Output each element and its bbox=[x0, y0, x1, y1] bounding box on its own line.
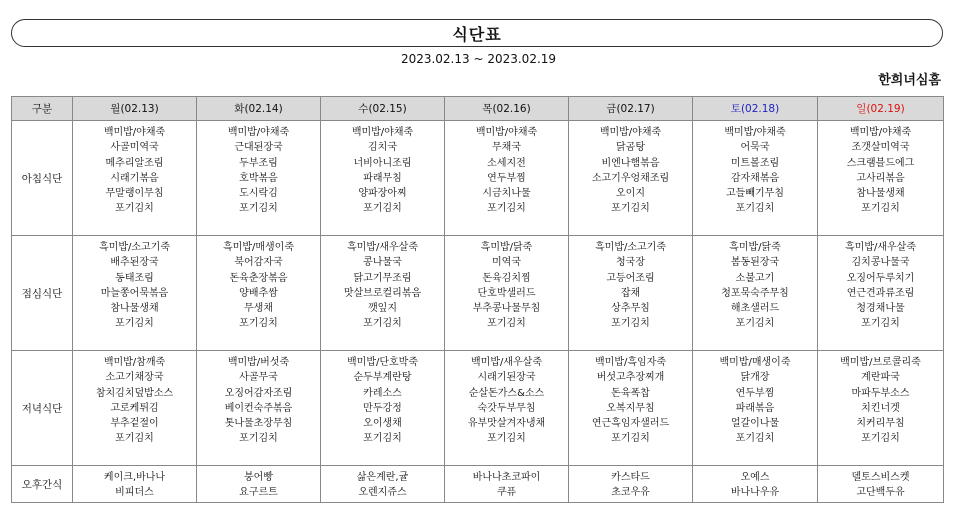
menu-item: 닭곰탕 bbox=[616, 142, 645, 154]
menu-item: 포기김치 bbox=[239, 203, 278, 215]
menu-cell-tue bbox=[197, 236, 321, 351]
menu-item: 맛살브로컬리볶음 bbox=[343, 287, 422, 299]
menu-item: 마파두부소스 bbox=[851, 387, 910, 399]
menu-item-list bbox=[445, 466, 568, 501]
organization-name: 한희녀심홈 bbox=[878, 73, 941, 88]
menu-item: 포기김치 bbox=[487, 433, 526, 445]
menu-item-list bbox=[693, 236, 817, 332]
menu-item: 얼갈이나물 bbox=[730, 418, 780, 430]
menu-item: 고단백두유 bbox=[856, 487, 905, 499]
menu-item: 소고기우엉채조림 bbox=[591, 172, 670, 184]
menu-item: 포기김치 bbox=[115, 203, 154, 215]
menu-item: 백미밥/야채죽 bbox=[475, 127, 538, 138]
menu-item: 무채국 bbox=[492, 142, 521, 154]
menu-item-list bbox=[569, 466, 692, 501]
menu-item: 김치콩나물국 bbox=[851, 257, 910, 269]
menu-item: 참치김치덮밥소스 bbox=[95, 387, 174, 399]
menu-item-list bbox=[693, 121, 817, 217]
menu-cell-tue bbox=[197, 466, 321, 503]
day-header-sun: 일(02.19) bbox=[818, 97, 944, 121]
menu-item: 포기김치 bbox=[735, 433, 775, 445]
menu-item: 미트볼조림 bbox=[730, 157, 780, 169]
menu-item-list bbox=[445, 236, 568, 332]
menu-item: 봄동된장국 bbox=[730, 257, 780, 269]
menu-item: 델토스비스켓 bbox=[851, 472, 910, 483]
menu-item: 참나물생채 bbox=[110, 303, 159, 315]
menu-item: 톳나물초장무침 bbox=[224, 418, 293, 430]
menu-cell-sun bbox=[818, 466, 944, 503]
menu-item: 백미밥/야채죽 bbox=[724, 127, 786, 138]
menu-item: 포기김치 bbox=[611, 433, 650, 445]
menu-item: 사골무국 bbox=[239, 372, 278, 384]
menu-cell-fri bbox=[569, 351, 693, 466]
menu-item: 연두부찜 bbox=[487, 172, 526, 184]
menu-item-list bbox=[73, 466, 196, 501]
menu-item: 포기김치 bbox=[735, 318, 775, 330]
menu-item: 쿠퓨 bbox=[496, 487, 517, 499]
meal-row-label: 아침식단 bbox=[12, 121, 73, 236]
menu-item: 오징어두루치기 bbox=[846, 272, 915, 284]
menu-item: 사골미역국 bbox=[110, 142, 159, 154]
day-header-sat: 토(02.18) bbox=[693, 97, 818, 121]
menu-cell-tue bbox=[197, 351, 321, 466]
menu-item: 백미밥/매생이죽 bbox=[719, 357, 791, 368]
menu-item: 요구르트 bbox=[239, 487, 278, 499]
menu-cell-mon bbox=[73, 236, 197, 351]
menu-item: 케이크,바나나 bbox=[103, 472, 166, 483]
menu-item: 콩나물국 bbox=[363, 257, 402, 269]
menu-item: 포기김치 bbox=[861, 318, 900, 330]
menu-item: 무생채 bbox=[244, 303, 273, 315]
menu-item: 닭고기무조림 bbox=[353, 272, 412, 284]
menu-item: 포기김치 bbox=[611, 318, 650, 330]
menu-item: 돈육춘장볶음 bbox=[229, 272, 288, 284]
menu-item: 메추리알조림 bbox=[105, 157, 164, 169]
menu-cell-wed bbox=[321, 236, 445, 351]
menu-item: 오징어감자조림 bbox=[224, 387, 293, 399]
menu-item: 포기김치 bbox=[239, 318, 278, 330]
menu-item: 부추겉절이 bbox=[110, 418, 159, 430]
menu-cell-thu bbox=[445, 236, 569, 351]
day-header-fri: 금(02.17) bbox=[569, 97, 693, 121]
menu-item: 흑미밥/닭죽 bbox=[729, 242, 781, 253]
day-header-thu: 목(02.16) bbox=[445, 97, 569, 121]
menu-item: 고등어조림 bbox=[606, 272, 655, 284]
menu-item: 계란파국 bbox=[861, 372, 900, 384]
menu-item-list bbox=[197, 236, 320, 332]
menu-item: 백미밥/참깨죽 bbox=[103, 357, 166, 368]
menu-item-list bbox=[321, 121, 444, 217]
menu-item: 청포묵숙주무침 bbox=[721, 287, 789, 299]
menu-item: 연근흑임자샐러드 bbox=[591, 418, 670, 430]
menu-item: 카스타드 bbox=[611, 472, 650, 483]
menu-item: 포기김치 bbox=[363, 433, 402, 445]
menu-item: 포기김치 bbox=[735, 203, 775, 215]
menu-item: 순살돈가스&소스 bbox=[468, 387, 545, 399]
menu-item: 동태조림 bbox=[115, 272, 154, 284]
menu-item: 잡채 bbox=[620, 287, 641, 299]
day-header-mon: 월(02.13) bbox=[73, 97, 197, 121]
menu-item: 김치국 bbox=[368, 142, 397, 154]
menu-item: 파래볶음 bbox=[735, 402, 775, 414]
menu-item: 만두강정 bbox=[363, 402, 402, 414]
menu-item: 숙갓두부무침 bbox=[477, 402, 536, 414]
menu-item-list bbox=[818, 351, 943, 447]
menu-item: 백미밥/버섯죽 bbox=[227, 357, 290, 368]
menu-item: 오이생채 bbox=[363, 418, 402, 430]
menu-item: 비엔나햄볶음 bbox=[601, 157, 660, 169]
menu-item: 청경채나물 bbox=[856, 303, 905, 315]
menu-item: 닭개장 bbox=[740, 372, 770, 384]
menu-item: 양배추쌈 bbox=[239, 287, 278, 299]
menu-item-list bbox=[321, 351, 444, 447]
menu-item: 포기김치 bbox=[239, 433, 278, 445]
menu-item: 호박볶음 bbox=[239, 172, 278, 184]
menu-item: 고들빼기무침 bbox=[726, 188, 784, 200]
menu-item: 고사리볶음 bbox=[856, 172, 905, 184]
date-range: 2023.02.13 ~ 2023.02.19 bbox=[400, 52, 557, 66]
menu-item: 양파장아찌 bbox=[358, 188, 407, 200]
meal-row-label: 점심식단 bbox=[12, 236, 73, 351]
menu-item: 너비아니조림 bbox=[353, 157, 412, 169]
menu-item: 소세지전 bbox=[487, 157, 526, 169]
menu-cell-thu bbox=[445, 351, 569, 466]
menu-item: 소고기채장국 bbox=[105, 372, 164, 384]
menu-item-list bbox=[569, 121, 692, 217]
menu-item: 연두부찜 bbox=[735, 387, 775, 399]
menu-cell-wed bbox=[321, 351, 445, 466]
menu-item-list bbox=[569, 236, 692, 332]
menu-item-list bbox=[321, 236, 444, 332]
title-text: 식단표 bbox=[452, 24, 502, 44]
menu-item: 오렌지쥬스 bbox=[358, 487, 407, 499]
menu-item: 감자채볶음 bbox=[730, 172, 780, 184]
menu-item: 무말랭이무침 bbox=[105, 188, 164, 200]
menu-cell-mon bbox=[73, 351, 197, 466]
menu-item-list bbox=[73, 121, 196, 217]
menu-cell-sat bbox=[693, 121, 818, 236]
menu-item: 오복지무침 bbox=[606, 402, 655, 414]
menu-cell-fri bbox=[569, 236, 693, 351]
menu-cell-fri bbox=[569, 466, 693, 503]
menu-item: 흑미밥/닭죽 bbox=[480, 242, 533, 253]
table-header-row bbox=[12, 97, 944, 121]
menu-item-list bbox=[321, 466, 444, 501]
day-header-wed: 수(02.15) bbox=[321, 97, 445, 121]
meal-table bbox=[11, 96, 944, 503]
menu-item: 백미밥/브로콜리죽 bbox=[840, 357, 921, 368]
menu-cell-mon bbox=[73, 466, 197, 503]
menu-item-list bbox=[693, 466, 817, 501]
menu-item: 버섯고추장찌개 bbox=[596, 372, 665, 384]
menu-item: 백미밥/야채죽 bbox=[599, 127, 662, 138]
menu-item: 포기김치 bbox=[115, 433, 154, 445]
menu-cell-sun bbox=[818, 121, 944, 236]
meal-row-label: 오후간식 bbox=[12, 466, 73, 503]
menu-item: 단호박샐러드 bbox=[477, 287, 536, 299]
menu-item-list bbox=[818, 121, 943, 217]
menu-item: 포기김치 bbox=[861, 203, 900, 215]
menu-item: 백미밥/야채죽 bbox=[103, 127, 166, 138]
menu-item: 연근견과류조림 bbox=[846, 287, 915, 299]
menu-item: 포기김치 bbox=[487, 203, 526, 215]
meal-row bbox=[12, 121, 944, 236]
menu-item-list bbox=[73, 236, 196, 332]
menu-item: 북어감자국 bbox=[234, 257, 283, 269]
menu-item: 참나물생채 bbox=[856, 188, 905, 200]
menu-cell-wed bbox=[321, 121, 445, 236]
menu-item: 근대된장국 bbox=[234, 142, 283, 154]
menu-cell-sun bbox=[818, 236, 944, 351]
menu-item: 포기김치 bbox=[611, 203, 650, 215]
menu-item: 백미밥/야채죽 bbox=[227, 127, 290, 138]
menu-cell-fri bbox=[569, 121, 693, 236]
menu-item-list bbox=[445, 351, 568, 447]
menu-item-list bbox=[569, 351, 692, 447]
day-header-tue: 화(02.14) bbox=[197, 97, 321, 121]
menu-item: 도시락김 bbox=[239, 188, 278, 200]
menu-item: 초코우유 bbox=[611, 487, 650, 499]
menu-item: 미역국 bbox=[492, 257, 521, 269]
menu-item: 돈육폭찹 bbox=[611, 387, 650, 399]
menu-item: 치커리무침 bbox=[856, 418, 905, 430]
menu-item-list bbox=[818, 466, 943, 501]
menu-item: 삶은계란,귤 bbox=[356, 472, 409, 483]
menu-item: 백미밥/야채죽 bbox=[849, 127, 912, 138]
menu-item-list bbox=[693, 351, 817, 447]
menu-item-list bbox=[445, 121, 568, 217]
menu-item: 배추된장국 bbox=[110, 257, 159, 269]
meal-row bbox=[12, 236, 944, 351]
menu-item: 고로케튀김 bbox=[110, 402, 159, 414]
menu-item: 유부맛살겨자냉채 bbox=[467, 418, 546, 430]
page-title bbox=[11, 19, 943, 47]
menu-item: 붕어빵 bbox=[244, 472, 273, 483]
menu-cell-tue bbox=[197, 121, 321, 236]
menu-cell-thu bbox=[445, 466, 569, 503]
menu-cell-sat bbox=[693, 351, 818, 466]
menu-item: 백미밥/단호박죽 bbox=[347, 357, 418, 368]
menu-item: 순두부계란탕 bbox=[353, 372, 412, 384]
menu-item: 조갯살미역국 bbox=[851, 142, 910, 154]
menu-item: 포기김치 bbox=[861, 433, 900, 445]
corner-header: 구분 bbox=[12, 97, 73, 121]
menu-item-list bbox=[818, 236, 943, 332]
menu-item-list bbox=[197, 466, 320, 501]
menu-item: 베이컨숙주볶음 bbox=[224, 402, 293, 414]
menu-item: 흑미밥/소고기죽 bbox=[99, 242, 170, 253]
menu-item: 어묵국 bbox=[740, 142, 770, 154]
meal-row-label: 저녁식단 bbox=[12, 351, 73, 466]
menu-item: 오이지 bbox=[616, 188, 645, 200]
menu-item-list bbox=[73, 351, 196, 447]
menu-item-list bbox=[197, 351, 320, 447]
menu-cell-wed bbox=[321, 466, 445, 503]
menu-item: 백미밥/야채죽 bbox=[351, 127, 414, 138]
menu-item: 시래기볶음 bbox=[110, 172, 159, 184]
menu-item-list bbox=[197, 121, 320, 217]
menu-item: 백미밥/흑임자죽 bbox=[595, 357, 666, 368]
menu-item: 시금치나물 bbox=[482, 188, 531, 200]
menu-item: 부추콩나물무침 bbox=[472, 303, 541, 315]
menu-item: 백미밥/새우살죽 bbox=[471, 357, 542, 368]
meal-row bbox=[12, 466, 944, 503]
menu-item: 청국장 bbox=[616, 257, 645, 269]
menu-item: 소불고기 bbox=[735, 272, 775, 284]
menu-item: 마늘쫑어묵볶음 bbox=[100, 287, 169, 299]
menu-cell-mon bbox=[73, 121, 197, 236]
menu-item: 비피더스 bbox=[115, 487, 154, 499]
menu-item: 흑미밥/새우살죽 bbox=[347, 242, 418, 253]
menu-item: 시래기된장국 bbox=[477, 372, 536, 384]
menu-cell-sun bbox=[818, 351, 944, 466]
menu-item: 스크램블드에그 bbox=[846, 157, 915, 169]
menu-item: 바나나우유 bbox=[730, 487, 780, 499]
menu-item: 포기김치 bbox=[487, 318, 526, 330]
menu-item: 깻잎지 bbox=[368, 303, 397, 315]
menu-item: 해초샐러드 bbox=[730, 303, 780, 315]
meal-row bbox=[12, 351, 944, 466]
menu-item: 두부조림 bbox=[239, 157, 278, 169]
menu-cell-thu bbox=[445, 121, 569, 236]
menu-item: 흑미밥/새우살죽 bbox=[845, 242, 916, 253]
menu-item: 포기김치 bbox=[363, 318, 402, 330]
menu-item: 파래무침 bbox=[363, 172, 402, 184]
menu-item: 상추무침 bbox=[611, 303, 650, 315]
menu-item: 포기김치 bbox=[115, 318, 154, 330]
menu-item: 카레소스 bbox=[363, 387, 402, 399]
menu-item: 돈육김치찜 bbox=[482, 272, 531, 284]
menu-cell-sat bbox=[693, 236, 818, 351]
menu-item: 포기김치 bbox=[363, 203, 402, 215]
menu-item: 치킨너겟 bbox=[861, 402, 900, 414]
menu-cell-sat bbox=[693, 466, 818, 503]
menu-item: 바나나초코파이 bbox=[472, 472, 541, 483]
menu-item: 오예스 bbox=[740, 472, 770, 483]
menu-item: 흑미밥/매생이죽 bbox=[223, 242, 294, 253]
menu-item: 흑미밥/소고기죽 bbox=[595, 242, 666, 253]
